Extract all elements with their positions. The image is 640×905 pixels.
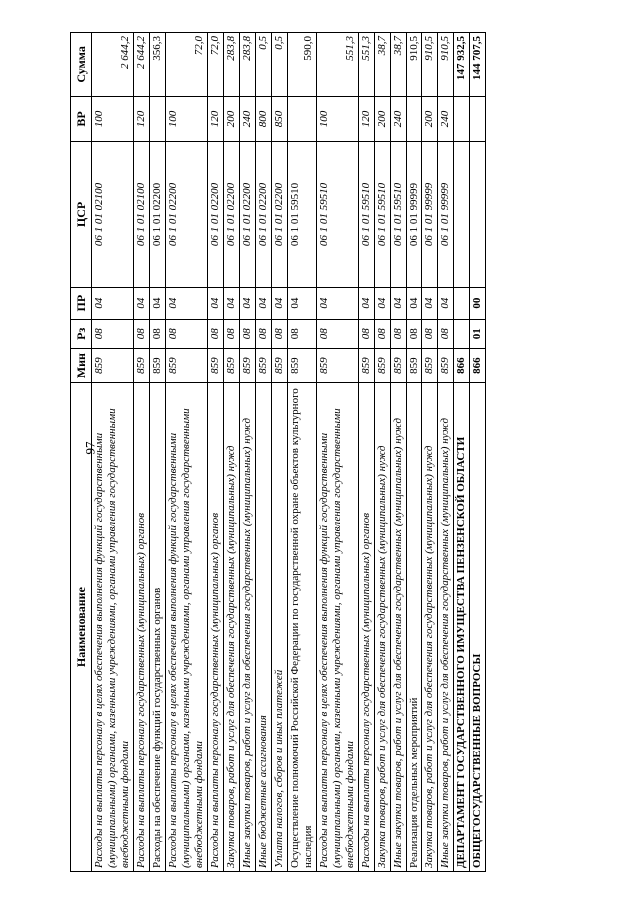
table-row [271, 33, 287, 872]
cell-csr: 06 1 01 02200 [271, 142, 287, 288]
table-row [134, 33, 150, 872]
cell-name: Иные бюджетные ассигнования [255, 383, 271, 872]
cell-sum: 283,8 [239, 33, 255, 97]
cell-vr: 240 [239, 96, 255, 141]
cell-vr: 240 [438, 96, 454, 141]
cell-vr [454, 96, 470, 141]
table-row [255, 33, 271, 872]
cell-sum: 0,5 [271, 33, 287, 97]
cell-sum: 144 707,5 [470, 33, 486, 97]
cell-sum: 910,5 [438, 33, 454, 97]
cell-vr: 800 [255, 96, 271, 141]
cell-name: Расходы на выплаты персоналу государственных (муниципальных) органов [207, 383, 223, 872]
cell-min: 859 [422, 349, 438, 383]
cell-min: 859 [223, 349, 239, 383]
cell-csr: 06 1 01 99999 [406, 142, 422, 288]
table-row [374, 33, 390, 872]
cell-rz: 08 [166, 319, 208, 349]
cell-min: 859 [406, 349, 422, 383]
cell-csr [470, 142, 486, 288]
rotated-page [70, 32, 570, 872]
table-row [287, 33, 316, 872]
table-row [358, 33, 374, 872]
header-pr: ПР [71, 287, 92, 319]
page-number: 97 [82, 441, 98, 455]
cell-rz: 08 [255, 319, 271, 349]
cell-min: 859 [390, 349, 406, 383]
cell-name: Закупка товаров, работ и услуг для обеспечения государственных (муниципальных) нужд [223, 383, 239, 872]
cell-vr [150, 96, 166, 141]
cell-rz: 08 [271, 319, 287, 349]
cell-min: 859 [134, 349, 150, 383]
cell-vr: 100 [92, 96, 134, 141]
table-row [390, 33, 406, 872]
table-row [150, 33, 166, 872]
cell-min: 859 [374, 349, 390, 383]
table-row [223, 33, 239, 872]
header-csr: ЦСР [71, 142, 92, 288]
cell-sum: 551,3 [316, 33, 358, 97]
header-rz: Рз [71, 319, 92, 349]
cell-rz: 08 [239, 319, 255, 349]
table-row [92, 33, 134, 872]
cell-vr: 850 [271, 96, 287, 141]
cell-rz: 01 [470, 319, 486, 349]
cell-name: Расходы на обеспечение функций государственных органов [150, 383, 166, 872]
table-row [239, 33, 255, 872]
cell-name: Расходы на выплаты персоналу государственных (муниципальных) органов [358, 383, 374, 872]
cell-sum: 551,3 [358, 33, 374, 97]
cell-pr: 04 [422, 287, 438, 319]
cell-name: Закупка товаров, работ и услуг для обеспечения государственных (муниципальных) нужд [374, 383, 390, 872]
cell-sum: 38,7 [374, 33, 390, 97]
cell-sum: 910,5 [422, 33, 438, 97]
cell-csr: 06 1 01 02200 [223, 142, 239, 288]
cell-rz: 08 [223, 319, 239, 349]
cell-min: 859 [207, 349, 223, 383]
cell-pr: 04 [150, 287, 166, 319]
table-row [470, 33, 486, 872]
cell-pr [454, 287, 470, 319]
cell-vr [287, 96, 316, 141]
table-row [166, 33, 208, 872]
cell-name: Расходы на выплаты персоналу в целях обеспечения выполнения функций государственными (муниципальными) органами, казенными учреждениями, органами управления государственными внебюджетными фондами [316, 383, 358, 872]
table-header-row [71, 33, 92, 872]
cell-name: ДЕПАРТАМЕНТ ГОСУДАРСТВЕННОГО ИМУЩЕСТВА ПЕНЗЕНСКОЙ ОБЛАСТИ [454, 383, 470, 872]
cell-min: 859 [150, 349, 166, 383]
cell-rz: 08 [422, 319, 438, 349]
cell-pr: 04 [316, 287, 358, 319]
table-row [422, 33, 438, 872]
cell-csr: 06 1 01 02200 [207, 142, 223, 288]
cell-vr: 120 [358, 96, 374, 141]
cell-csr: 06 1 01 99999 [438, 142, 454, 288]
cell-csr: 06 1 01 59510 [358, 142, 374, 288]
cell-sum: 72,0 [207, 33, 223, 97]
cell-vr: 200 [374, 96, 390, 141]
cell-vr: 100 [166, 96, 208, 141]
cell-min: 859 [92, 349, 134, 383]
cell-rz: 08 [316, 319, 358, 349]
cell-pr: 04 [166, 287, 208, 319]
cell-name: Расходы на выплаты персоналу государственных (муниципальных) органов [134, 383, 150, 872]
cell-rz: 08 [134, 319, 150, 349]
cell-sum: 2 644,2 [92, 33, 134, 97]
cell-pr: 04 [92, 287, 134, 319]
cell-sum: 147 932,5 [454, 33, 470, 97]
budget-table [70, 32, 486, 872]
cell-min: 859 [239, 349, 255, 383]
cell-name: Иные закупки товаров, работ и услуг для обеспечения государственных (муниципальных) нужд [239, 383, 255, 872]
cell-pr: 04 [406, 287, 422, 319]
cell-pr: 04 [287, 287, 316, 319]
cell-min: 866 [454, 349, 470, 383]
cell-pr: 04 [271, 287, 287, 319]
cell-vr: 240 [390, 96, 406, 141]
cell-vr: 120 [207, 96, 223, 141]
cell-vr: 200 [223, 96, 239, 141]
cell-name: Осуществление полномочий Российской Федерации по государственной охране объектов культурного наследия [287, 383, 316, 872]
cell-name: ОБЩЕГОСУДАРСТВЕННЫЕ ВОПРОСЫ [470, 383, 486, 872]
cell-name: Расходы на выплаты персоналу в целях обеспечения выполнения функций государственными (муниципальными) органами, казенными учреждениями, органами управления государственными внебюджетными фондами [166, 383, 208, 872]
cell-name: Иные закупки товаров, работ и услуг для обеспечения государственных (муниципальных) нужд [438, 383, 454, 872]
table-row [207, 33, 223, 872]
cell-min: 859 [255, 349, 271, 383]
cell-rz: 08 [358, 319, 374, 349]
cell-csr: 06 1 01 59510 [374, 142, 390, 288]
cell-pr: 04 [239, 287, 255, 319]
cell-csr: 06 1 01 59510 [287, 142, 316, 288]
header-min: Мин [71, 349, 92, 383]
cell-min: 859 [316, 349, 358, 383]
cell-rz: 08 [207, 319, 223, 349]
cell-min: 859 [358, 349, 374, 383]
cell-name: Уплата налогов, сборов и иных платежей [271, 383, 287, 872]
cell-csr: 06 1 01 02200 [239, 142, 255, 288]
cell-vr: 200 [422, 96, 438, 141]
header-sum: Сумма [71, 33, 92, 97]
cell-pr: 00 [470, 287, 486, 319]
cell-rz: 08 [150, 319, 166, 349]
header-vr: ВР [71, 96, 92, 141]
cell-name: Расходы на выплаты персоналу в целях обеспечения выполнения функций государственными (муниципальными) органами, казенными учреждениями, органами управления государственными внебюджетными фондами [92, 383, 134, 872]
cell-sum: 38,7 [390, 33, 406, 97]
cell-csr: 06 1 01 59510 [390, 142, 406, 288]
cell-rz: 08 [287, 319, 316, 349]
cell-name: Реализация отдельных мероприятий [406, 383, 422, 872]
cell-sum: 590,0 [287, 33, 316, 97]
cell-csr: 06 1 01 02200 [150, 142, 166, 288]
cell-rz: 08 [406, 319, 422, 349]
cell-pr: 04 [207, 287, 223, 319]
cell-rz: 08 [390, 319, 406, 349]
cell-pr: 04 [438, 287, 454, 319]
table-row [438, 33, 454, 872]
cell-name: Иные закупки товаров, работ и услуг для обеспечения государственных (муниципальных) нужд [390, 383, 406, 872]
cell-min: 859 [287, 349, 316, 383]
cell-pr: 04 [223, 287, 239, 319]
table-row [454, 33, 470, 872]
cell-sum: 283,8 [223, 33, 239, 97]
cell-sum: 356,3 [150, 33, 166, 97]
table-row [406, 33, 422, 872]
cell-pr: 04 [390, 287, 406, 319]
cell-min: 859 [271, 349, 287, 383]
cell-vr [406, 96, 422, 141]
cell-csr: 06 1 01 02200 [166, 142, 208, 288]
cell-csr: 06 1 01 02100 [92, 142, 134, 288]
cell-rz: 08 [92, 319, 134, 349]
cell-pr: 04 [358, 287, 374, 319]
cell-min: 859 [438, 349, 454, 383]
cell-csr [454, 142, 470, 288]
cell-csr: 06 1 01 99999 [422, 142, 438, 288]
cell-pr: 04 [374, 287, 390, 319]
cell-rz: 08 [374, 319, 390, 349]
cell-min: 866 [470, 349, 486, 383]
cell-sum: 72,0 [166, 33, 208, 97]
cell-csr: 06 1 01 02100 [134, 142, 150, 288]
cell-rz: 08 [438, 319, 454, 349]
cell-rz [454, 319, 470, 349]
cell-csr: 06 1 01 59510 [316, 142, 358, 288]
cell-pr: 04 [134, 287, 150, 319]
cell-name: Закупка товаров, работ и услуг для обеспечения государственных (муниципальных) нужд [422, 383, 438, 872]
cell-min: 859 [166, 349, 208, 383]
cell-vr: 120 [134, 96, 150, 141]
cell-sum: 0,5 [255, 33, 271, 97]
header-name: Наименование [71, 383, 92, 872]
table-row [316, 33, 358, 872]
cell-pr: 04 [255, 287, 271, 319]
cell-sum: 910,5 [406, 33, 422, 97]
cell-vr: 100 [316, 96, 358, 141]
cell-vr [470, 96, 486, 141]
cell-sum: 2 644,2 [134, 33, 150, 97]
cell-csr: 06 1 01 02200 [255, 142, 271, 288]
